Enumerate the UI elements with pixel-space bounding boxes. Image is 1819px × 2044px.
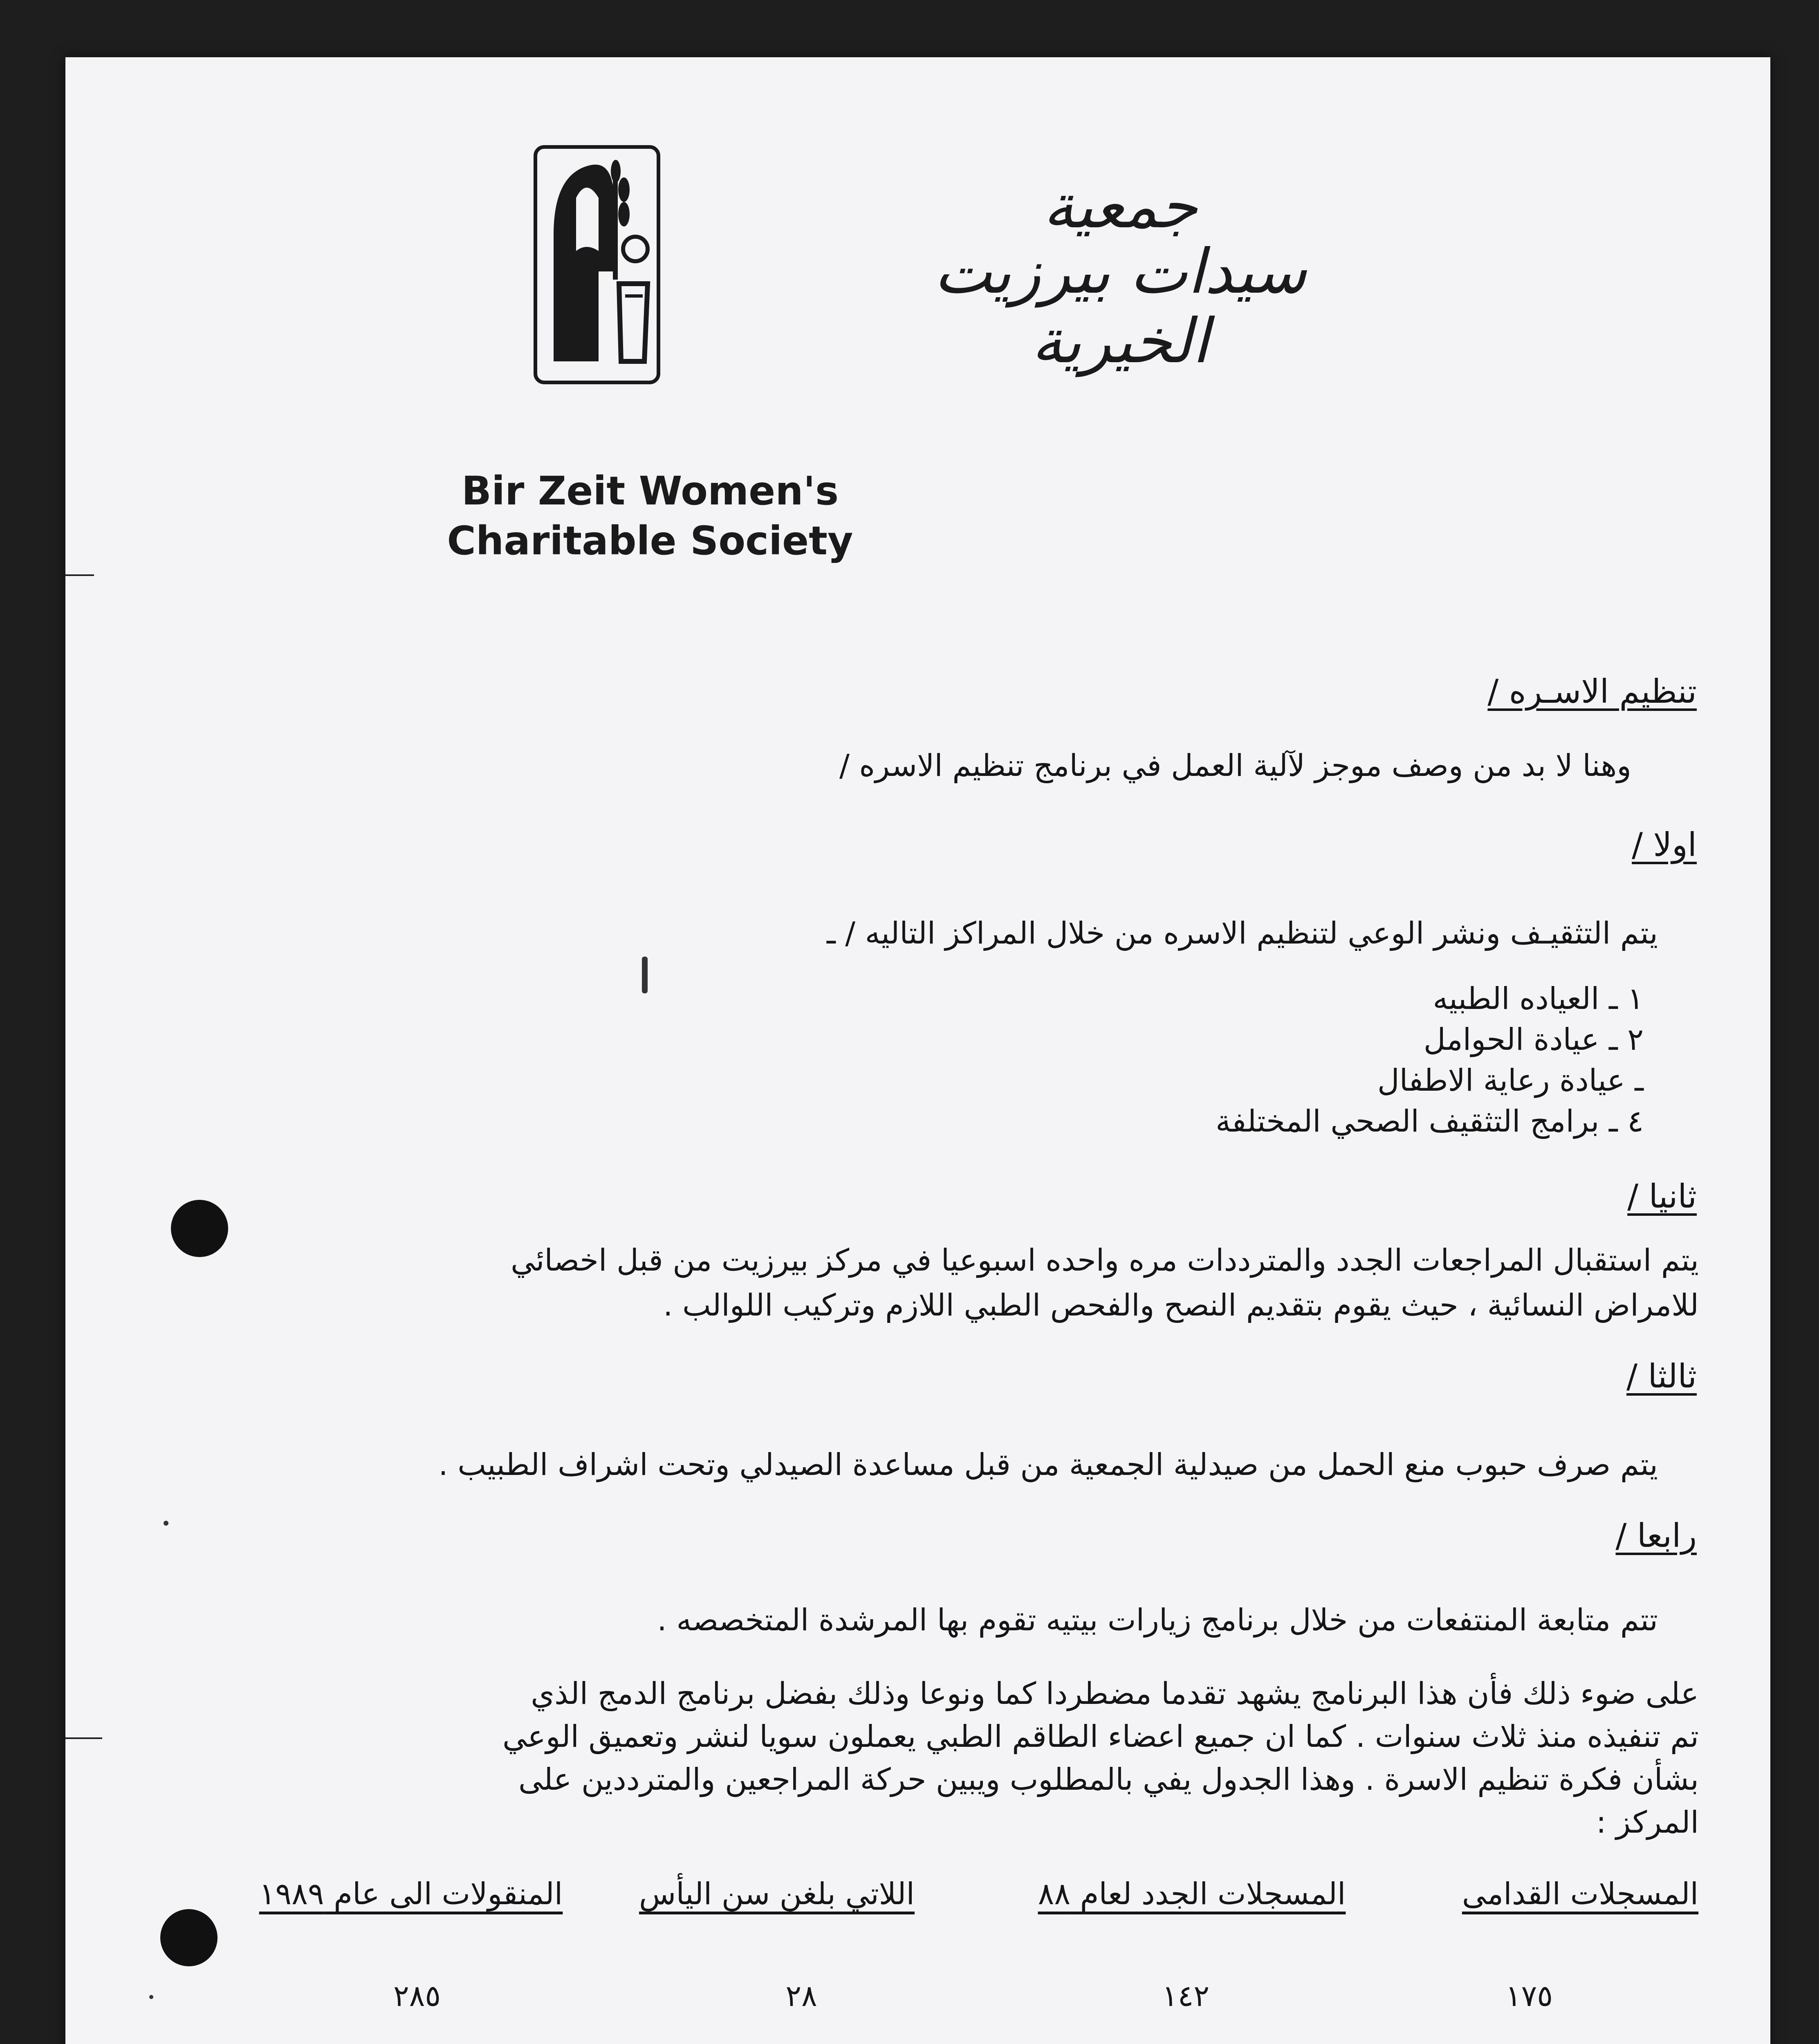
second-line-1: يتم استقبال المراجعات الجدد والمترددات مره واحده اسبوعيا في مركز بيرزيت من قبل اخصائي	[511, 1243, 1699, 1278]
list-item: ٢ ـ عيادة الحوامل	[1423, 1022, 1644, 1057]
speck	[164, 1521, 168, 1526]
table-header: المسجلات الجدد لعام ٨٨	[1038, 1876, 1346, 1912]
organization-name-arabic	[855, 171, 1386, 377]
org-name-ar-line2: سيدات بيرزيت الخيرية	[934, 236, 1307, 377]
speck	[149, 1995, 153, 1999]
list-item: ٤ ـ برامج التثقيف الصحي المختلفة	[1216, 1104, 1644, 1139]
table-cell: ١٧٥	[1505, 1979, 1553, 2013]
table-cell: ٢٨	[785, 1979, 817, 2013]
paragraph-line: المركز :	[1596, 1805, 1699, 1840]
section-title: تنظيم الاسـره /	[1487, 672, 1697, 710]
org-name-en-line2: Charitable Society	[447, 518, 853, 564]
second-line-2: للامراض النسائية ، حيث يقوم بتقديم النصح والفحص الطبي اللازم وتركيب اللوالب .	[663, 1288, 1699, 1323]
paragraph-line: على ضوء ذلك فأن هذا البرنامج يشهد تقدما مضطردا كما ونوعا وذلك بفضل برنامج الدمج الذي	[531, 1676, 1699, 1711]
org-name-en-line1: Bir Zeit Women's	[461, 468, 839, 514]
paragraph-line: بشأن فكرة تنظيم الاسرة . وهذا الجدول يفي بالمطلوب ويبين حركة المراجعين والمترددين على	[518, 1762, 1699, 1797]
pen-mark	[642, 957, 648, 993]
heading-fourth: رابعا /	[1615, 1517, 1697, 1555]
punch-hole	[160, 1909, 218, 1966]
fourth-text: تتم متابعة المنتفعات من خلال برنامج زيارات بيتيه تقوم بها المرشدة المتخصصه .	[657, 1602, 1658, 1638]
woman-with-wheat-icon	[537, 149, 657, 381]
document-page	[65, 57, 1770, 2044]
list-item: ـ عيادة رعاية الاطفال	[1377, 1063, 1644, 1098]
intro-line: وهنا لا بد من وصف موجز لآلية العمل في برنامج تنظيم الاسره /	[839, 748, 1631, 783]
table-header: اللاتي بلغن سن اليأس	[639, 1876, 915, 1912]
list-item: ١ ـ العياده الطبيه	[1433, 981, 1644, 1016]
organization-name-english	[397, 466, 904, 566]
table-header: المسجلات القدامى	[1462, 1876, 1699, 1912]
table-cell: ٢٨٥	[393, 1979, 441, 2013]
third-text: يتم صرف حبوب منع الحمل من صيدلية الجمعية من قبل مساعدة الصيدلي وتحت اشراف الطبيب .	[438, 1447, 1658, 1482]
margin-mark	[65, 1737, 102, 1739]
paragraph-line: تم تنفيذه منذ ثلاث سنوات . كما ان جميع اعضاء الطاقم الطبي يعملون سويا لنشر وتعميق الوعي	[502, 1719, 1699, 1754]
heading-second: ثانيا /	[1627, 1177, 1697, 1215]
table-header: المنقولات الى عام ١٩٨٩	[259, 1876, 563, 1912]
punch-hole	[171, 1200, 228, 1257]
margin-mark	[65, 574, 94, 576]
heading-first: اولا /	[1632, 826, 1697, 864]
society-logo	[534, 145, 660, 384]
heading-third: ثالثا /	[1626, 1357, 1697, 1395]
org-name-ar-line1: جمعية	[1043, 171, 1198, 242]
first-text: يتم التثقيـف ونشر الوعي لتنظيم الاسره من خلال المراكز التاليه / ـ	[826, 916, 1658, 951]
table-cell: ١٤٢	[1162, 1979, 1209, 2013]
